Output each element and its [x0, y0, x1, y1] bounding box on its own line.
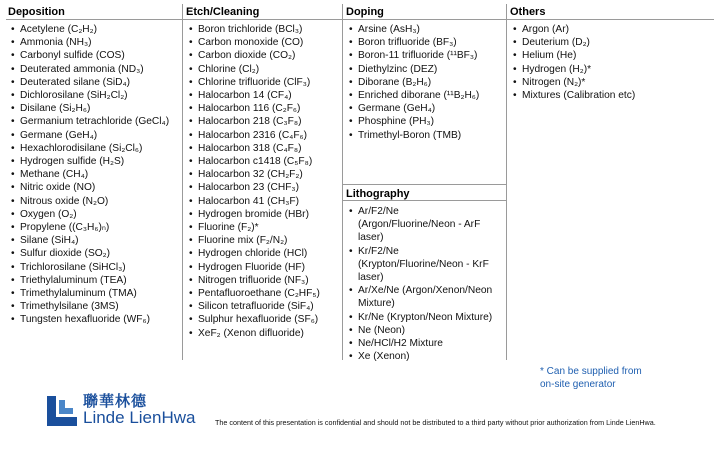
list-item: • Tungsten hexafluoride (WF₆): [10, 313, 180, 326]
list-item: • Silane (SiH₄): [10, 234, 180, 247]
list-item: • Ar/Xe/Ne (Argon/Xenon/Neon Mixture): [348, 284, 498, 310]
list-item: • Argon (Ar): [512, 23, 712, 36]
list-item: • Diethylzinc (DEZ): [348, 63, 504, 76]
list-deposition: [10, 23, 180, 327]
list-item: • Propylene ((C₃H₆)ₙ): [10, 221, 180, 234]
list-item: • Xe (Xenon): [348, 350, 498, 363]
list-item: • Carbonyl sulfide (COS): [10, 49, 180, 62]
list-item: • Deuterium (D₂): [512, 36, 712, 49]
list-item: • Deuterated ammonia (ND₃): [10, 63, 180, 76]
list-item: • Fluorine mix (F₂/N₂): [188, 234, 340, 247]
gas-table: [6, 4, 714, 363]
footnote-line-1: * Can be supplied from: [540, 366, 642, 377]
header-deposition: Deposition: [8, 6, 65, 18]
list-item: • Boron trifluoride (BF₃): [348, 36, 504, 49]
list-item: • Halocarbon c1418 (C₅F₈): [188, 155, 340, 168]
header-lithography: Lithography: [346, 188, 410, 200]
list-item: • Ammonia (NH₃): [10, 36, 180, 49]
list-item: • Disilane (Si₂H₆): [10, 102, 180, 115]
list-item: • Halocarbon 41 (CH₃F): [188, 195, 340, 208]
list-item: • Boron-11 trifluoride (¹¹BF₃): [348, 49, 504, 62]
list-lithography: [348, 205, 498, 363]
logo-mark-icon: [47, 396, 77, 426]
list-item: • Halocarbon 318 (C₄F₈): [188, 142, 340, 155]
list-item: • Carbon dioxide (CO₂): [188, 49, 340, 62]
confidentiality-disclaimer: The content of this presentation is confidential and should not be distributed to a third party without prior authorization from Linde LienHwa.: [215, 418, 656, 427]
list-item: • Acetylene (C₂H₂): [10, 23, 180, 36]
section-divider: [342, 184, 506, 185]
list-item: • Hydrogen (H₂)*: [512, 63, 712, 76]
list-item: • Hydrogen Fluoride (HF): [188, 261, 340, 274]
list-item: • Diborane (B₂H₆): [348, 76, 504, 89]
list-item: • Pentafluoroethane (C₂HF₅): [188, 287, 340, 300]
list-item: • Carbon monoxide (CO): [188, 36, 340, 49]
list-item: • Halocarbon 14 (CF₄): [188, 89, 340, 102]
list-item: • Halocarbon 32 (CH₂F₂): [188, 168, 340, 181]
list-item: • Chlorine trifluoride (ClF₃): [188, 76, 340, 89]
list-item: • Hydrogen sulfide (H₂S): [10, 155, 180, 168]
list-item: • Arsine (AsH₃): [348, 23, 504, 36]
column-divider: [182, 4, 183, 360]
list-item: • Ne (Neon): [348, 324, 498, 337]
list-item: • Trichlorosilane (SiHCl₃): [10, 261, 180, 274]
list-item: • Phosphine (PH₃): [348, 115, 504, 128]
list-item: • Hexachlorodisilane (Si₂Cl₆): [10, 142, 180, 155]
list-item: • Dichlorosilane (SiH₂Cl₂): [10, 89, 180, 102]
list-item: • Nitrous oxide (N₂O): [10, 195, 180, 208]
list-item: • Trimethyl-Boron (TMB): [348, 129, 504, 142]
list-item: • Oxygen (O₂): [10, 208, 180, 221]
header-underline: [6, 19, 714, 20]
list-item: • Halocarbon 218 (C₃F₈): [188, 115, 340, 128]
list-item: • Nitrogen trifluoride (NF₃): [188, 274, 340, 287]
list-item: • Halocarbon 2316 (C₄F₆): [188, 129, 340, 142]
list-item: • Kr/Ne (Krypton/Neon Mixture): [348, 311, 498, 324]
header-etch-cleaning: Etch/Cleaning: [186, 6, 260, 18]
list-item: • Chlorine (Cl₂): [188, 63, 340, 76]
list-item: • Ar/F2/Ne (Argon/Fluorine/Neon - ArF laser): [348, 205, 498, 245]
list-item: • Nitrogen (N₂)*: [512, 76, 712, 89]
list-item: • Trimethylaluminum (TMA): [10, 287, 180, 300]
list-item: • Halocarbon 23 (CHF₃): [188, 181, 340, 194]
list-item: • Fluorine (F₂)*: [188, 221, 340, 234]
list-item: • Mixtures (Calibration etc): [512, 89, 712, 102]
logo-english-text: Linde LienHwa: [83, 408, 196, 427]
list-item: • Germanium tetrachloride (GeCl₄): [10, 115, 180, 128]
list-item: • Halocarbon 116 (C₂F₆): [188, 102, 340, 115]
list-item: • Sulfur dioxide (SO₂): [10, 247, 180, 260]
logo-chinese-text: 聯華林德: [83, 393, 148, 410]
list-item: • Enriched diborane (¹¹B₂H₆): [348, 89, 504, 102]
list-item: • Silicon tetrafluoride (SiF₄): [188, 300, 340, 313]
list-item: • Hydrogen chloride (HCl): [188, 247, 340, 260]
list-others: [512, 23, 712, 102]
list-item: • Trimethylsilane (3MS): [10, 300, 180, 313]
footnote-line-2: on-site generator: [540, 379, 616, 390]
list-item: • Boron trichloride (BCl₃): [188, 23, 340, 36]
list-item: • Hydrogen bromide (HBr): [188, 208, 340, 221]
column-divider: [342, 4, 343, 360]
list-item: • Ne/HCl/H2 Mixture: [348, 337, 498, 350]
list-item: • Germane (GeH₄): [348, 102, 504, 115]
list-item: • Nitric oxide (NO): [10, 181, 180, 194]
header-others: Others: [510, 6, 546, 18]
list-item: • XeF₂ (Xenon difluoride): [188, 327, 340, 340]
list-etch-cleaning: [188, 23, 340, 340]
column-divider: [506, 4, 507, 360]
list-item: • Methane (CH₄): [10, 168, 180, 181]
list-doping: [348, 23, 504, 142]
header-doping: Doping: [346, 6, 384, 18]
list-item: • Germane (GeH₄): [10, 129, 180, 142]
list-item: • Helium (He): [512, 49, 712, 62]
list-item: • Kr/F2/Ne (Krypton/Fluorine/Neon - KrF laser): [348, 245, 498, 285]
list-item: • Triethylaluminum (TEA): [10, 274, 180, 287]
list-item: • Sulphur hexafluoride (SF₆): [188, 313, 340, 326]
footnote: [540, 365, 642, 391]
list-item: • Deuterated silane (SiD₄): [10, 76, 180, 89]
